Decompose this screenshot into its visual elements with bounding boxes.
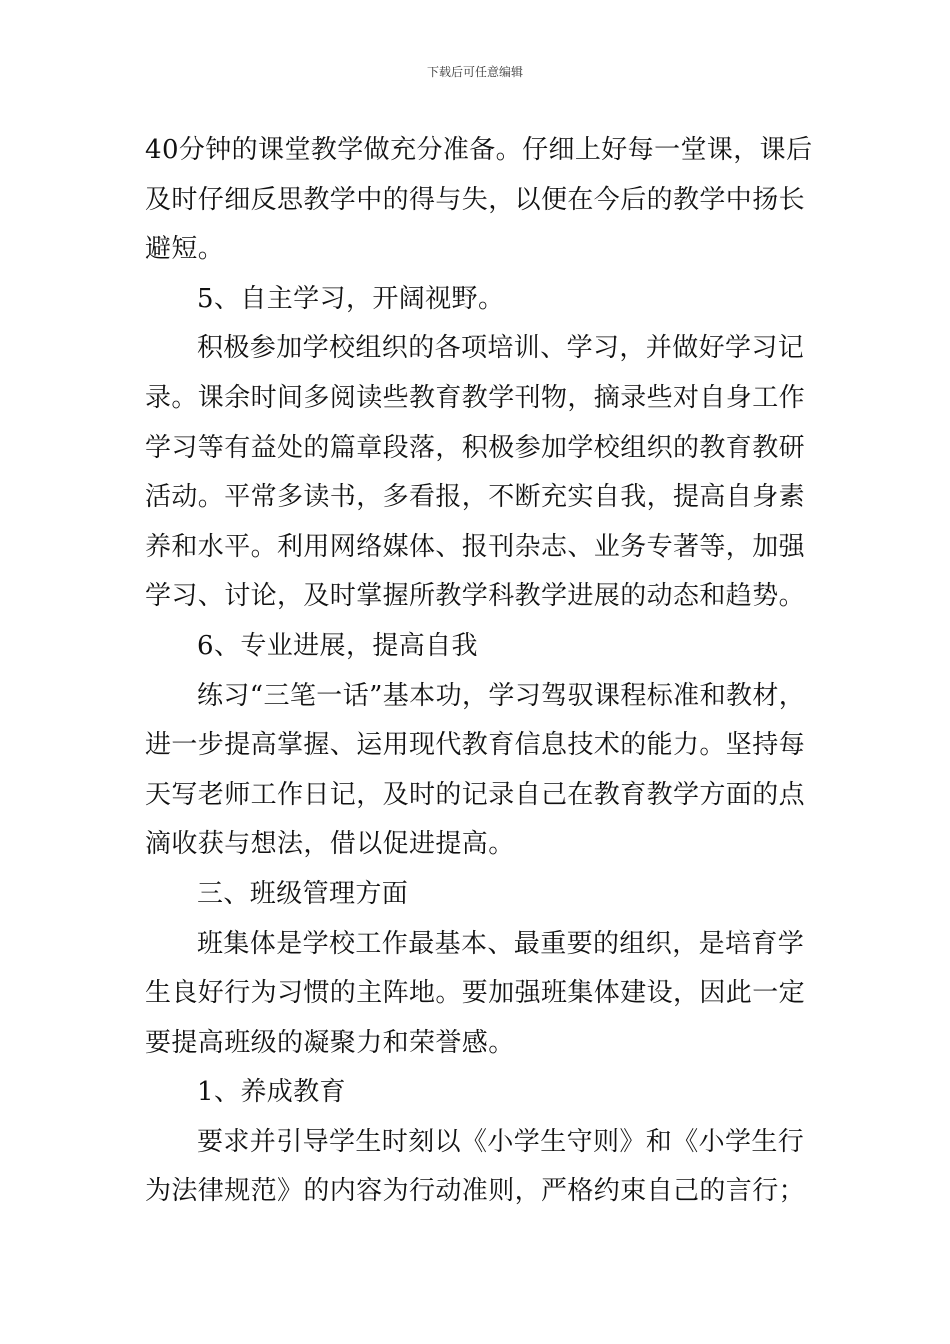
text-line: 进一步提高掌握、运用现代教育信息技术的能力。坚持每 — [145, 730, 806, 761]
text-line: 为法律规范》的内容为行动准则，严格约束自己的言行； — [145, 1176, 806, 1207]
page-header: 下载后可任意编辑 — [426, 65, 523, 79]
paragraph-start: 积极参加学校组织的各项培训、学习，并做好学习记 — [197, 333, 805, 364]
text-line: 录。课余时间多阅读些教育教学刊物，摘录些对自身工作 — [145, 382, 806, 413]
paragraph-start: 班集体是学校工作最基本、最重要的组织，是培育学 — [197, 928, 805, 959]
section-heading: 5、自主学习，开阔视野。 — [197, 283, 505, 314]
section-heading: 三、班级管理方面 — [197, 878, 409, 909]
text-line: 学习、讨论，及时掌握所教学科教学进展的动态和趋势。 — [145, 581, 806, 612]
text-line: 40分钟的课堂教学做充分准备。仔细上好每一堂课，课后 — [145, 135, 813, 165]
text-line: 生良好行为习惯的主阵地。要加强班集体建设，因此一定 — [145, 978, 806, 1009]
text-line: 活动。平常多读书，多看报，不断充实自我，提高自身素 — [145, 482, 806, 513]
section-heading: 6、专业进展，提高自我 — [197, 630, 478, 661]
text-line: 滴收获与想法，借以促进提高。 — [145, 829, 515, 860]
paragraph-start: 练习“三笔一话”基本功，学习驾驭课程标准和教材， — [197, 680, 806, 711]
text-line: 天写老师工作日记，及时的记录自己在教育教学方面的点 — [145, 779, 806, 810]
text-line: 养和水平。利用网络媒体、报刊杂志、业务专著等，加强 — [145, 531, 806, 562]
text-line: 及时仔细反思教学中的得与失，以便在今后的教学中扬长 — [145, 184, 806, 215]
text-line: 学习等有益处的篇章段落，积极参加学校组织的教育教研 — [145, 432, 806, 463]
text-line: 要提高班级的凝聚力和荣誉感。 — [145, 1027, 515, 1058]
paragraph-start: 要求并引导学生时刻以《小学生守则》和《小学生行 — [197, 1126, 805, 1157]
text-line: 避短。 — [145, 234, 225, 265]
section-heading: 1、养成教育 — [197, 1077, 346, 1108]
document-body — [145, 126, 825, 1217]
